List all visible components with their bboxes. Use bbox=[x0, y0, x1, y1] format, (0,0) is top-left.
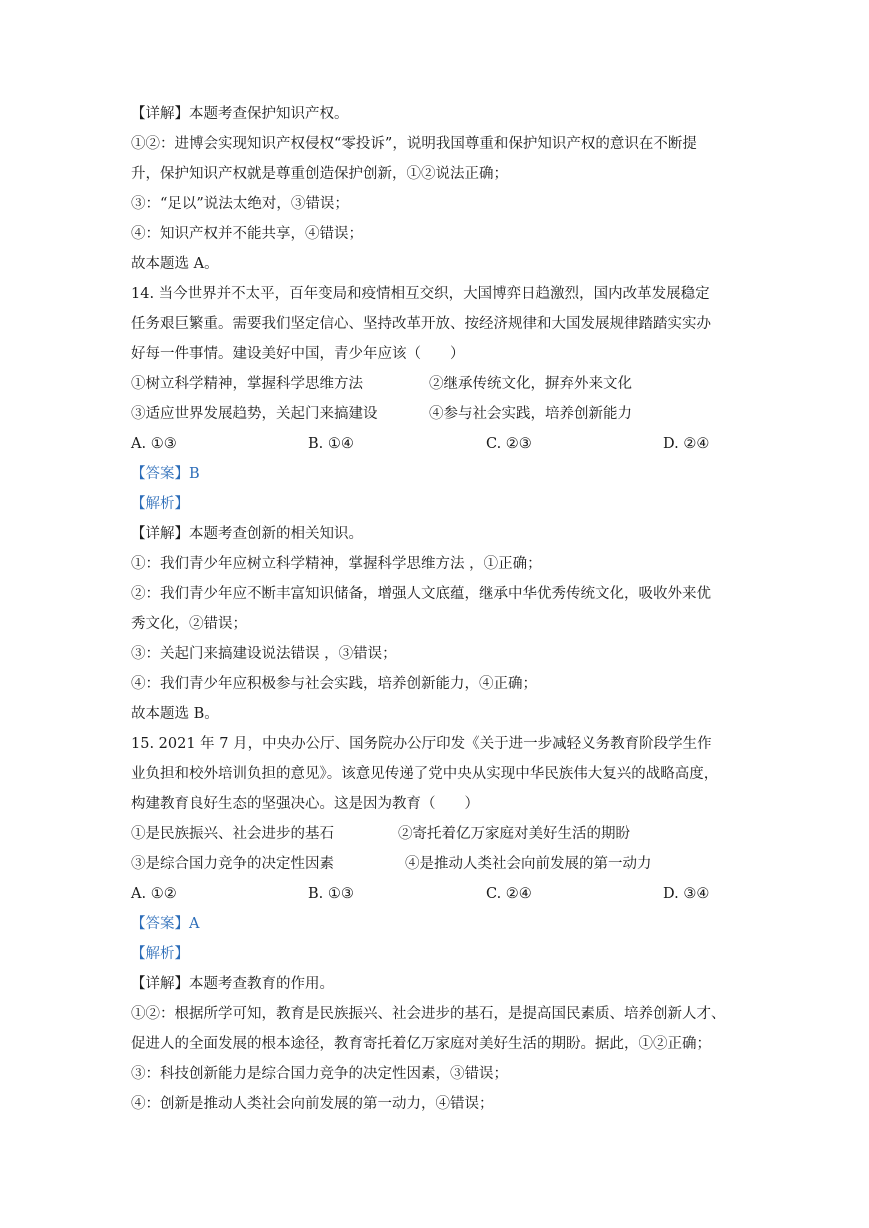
q14-detail-heading: 【详解】本题考查创新的相关知识。 bbox=[131, 526, 363, 542]
q15-explanation-line: ④：创新是推动人类社会向前发展的第一动力，④错误； bbox=[131, 1096, 494, 1112]
q15-option-b: B. ①③ bbox=[308, 886, 354, 902]
q14-explanation-line: 秀文化，②错误； bbox=[131, 616, 247, 632]
q15-analysis-heading: 【解析】 bbox=[131, 946, 189, 962]
q15-stem-line: 构建教育良好生态的坚强决心。这是因为教育（ ） bbox=[131, 796, 479, 812]
q14-answer: 【答案】B bbox=[131, 466, 200, 482]
q15-detail-heading: 【详解】本题考查教育的作用。 bbox=[131, 976, 334, 992]
q14-explanation-line: ②：我们青少年应不断丰富知识储备，增强人文底蕴，继承中华优秀传统文化，吸收外来优 bbox=[131, 586, 711, 602]
q14-option-a: A. ①③ bbox=[131, 436, 177, 452]
q14-stem-line: 好每一件事情。建设美好中国，青少年应该（ ） bbox=[131, 346, 465, 362]
q15-option-c: C. ②④ bbox=[486, 886, 532, 902]
q14-statement-1: ①树立科学精神，掌握科学思维方法 bbox=[131, 376, 363, 392]
q15-statement-1: ①是民族振兴、社会进步的基石 bbox=[131, 826, 334, 842]
q14-statement-2: ②继承传统文化，摒弃外来文化 bbox=[429, 376, 632, 392]
q14-stem-line: 任务艰巨繁重。需要我们坚定信心、坚持改革开放、按经济规律和大国发展规律踏踏实实办 bbox=[131, 316, 711, 332]
q14-explanation-line: ③：关起门来搞建设说法错误 ，③错误； bbox=[131, 646, 397, 662]
q15-statement-2: ②寄托着亿万家庭对美好生活的期盼 bbox=[398, 826, 630, 842]
q14-explanation-line: ①：我们青少年应树立科学精神，掌握科学思维方法 ，①正确； bbox=[131, 556, 542, 572]
q15-stem-line: 15. 2021 年 7 月，中央办公厅、国务院办公厅印发《关于进一步减轻义务教育阶段学生作 bbox=[131, 736, 712, 752]
q14-option-c: C. ②③ bbox=[486, 436, 532, 452]
q15-explanation-line: ③：科技创新能力是综合国力竞争的决定性因素，③错误； bbox=[131, 1066, 508, 1082]
q14-explanation-line: ④：我们青少年应积极参与社会实践，培养创新能力，④正确； bbox=[131, 676, 537, 692]
q13-detail-heading: 【详解】本题考查保护知识产权。 bbox=[131, 106, 349, 122]
q15-explanation-line: ①②：根据所学可知，教育是民族振兴、社会进步的基石，是提高国民素质、培养创新人才、 bbox=[131, 1006, 726, 1022]
q14-stem-line: 14. 当今世界并不太平，百年变局和疫情相互交织，大国博弈日趋激烈，国内改革发展稳定 bbox=[131, 286, 710, 302]
q15-stem-line: 业负担和校外培训负担的意见》。该意见传递了党中央从实现中华民族伟大复兴的战略高度， bbox=[131, 766, 719, 782]
q15-statement-3: ③是综合国力竞争的决定性因素 bbox=[131, 856, 334, 872]
q15-answer: 【答案】A bbox=[131, 916, 200, 932]
q15-explanation-line: 促进人的全面发展的根本途径，教育寄托着亿万家庭对美好生活的期盼。据此，①②正确； bbox=[131, 1036, 711, 1052]
q13-explanation-line: ④：知识产权并不能共享，④错误； bbox=[131, 226, 363, 242]
q15-option-d: D. ③④ bbox=[663, 886, 710, 902]
q13-explanation-line: 升，保护知识产权就是尊重创造保护创新，①②说法正确； bbox=[131, 166, 508, 182]
q14-option-d: D. ②④ bbox=[663, 436, 710, 452]
q14-analysis-heading: 【解析】 bbox=[131, 496, 189, 512]
q14-statement-3: ③适应世界发展趋势，关起门来搞建设 bbox=[131, 406, 378, 422]
q15-statement-4: ④是推动人类社会向前发展的第一动力 bbox=[405, 856, 652, 872]
q13-explanation-line: ③：“足以”说法太绝对，③错误； bbox=[131, 196, 349, 212]
q14-conclusion: 故本题选 B。 bbox=[131, 706, 219, 722]
q13-conclusion: 故本题选 A。 bbox=[131, 256, 219, 272]
q15-option-a: A. ①② bbox=[131, 886, 177, 902]
q14-statement-4: ④参与社会实践，培养创新能力 bbox=[429, 406, 632, 422]
q14-option-b: B. ①④ bbox=[308, 436, 354, 452]
q13-explanation-line: ①②：进博会实现知识产权侵权“零投诉”，说明我国尊重和保护知识产权的意识在不断提 bbox=[131, 136, 697, 152]
